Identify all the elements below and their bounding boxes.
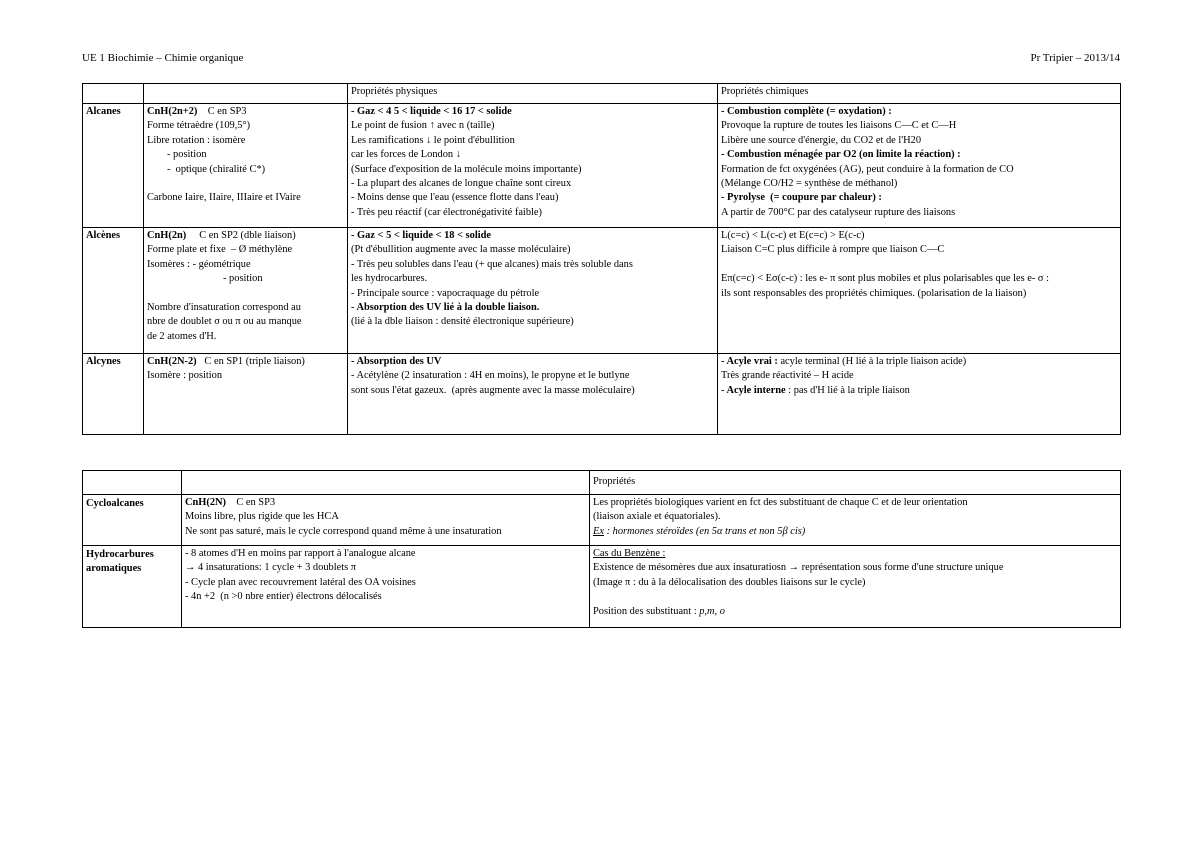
cell-line-text: Position des substituant : bbox=[593, 605, 700, 617]
formula-cell bbox=[144, 104, 348, 228]
cell-line bbox=[147, 287, 344, 301]
row-name: Hydrocarbures aromatiques bbox=[83, 546, 182, 628]
cell-line-text: - Absorption des UV lié à la double liaison. bbox=[351, 302, 540, 314]
cell-line bbox=[351, 243, 714, 257]
cell-line bbox=[721, 272, 1117, 286]
table1-header-cell: Propriétés chimiques bbox=[718, 84, 1121, 104]
cell-line-rest: C en SP2 (dble liaison) bbox=[186, 230, 296, 241]
table2-header-cell bbox=[182, 471, 590, 495]
cell-line bbox=[147, 134, 344, 148]
cell-line-text: - Très peu réactif (car électronégativité faible) bbox=[351, 206, 542, 218]
physical-properties-cell bbox=[348, 354, 718, 435]
cell-line bbox=[721, 148, 1117, 162]
cell-line-rest: C en SP1 (triple liaison) bbox=[196, 356, 305, 367]
cell-line bbox=[351, 229, 714, 243]
cell-line-text: A partir de 700°C par des catalyseur rupture des liaisons bbox=[721, 206, 956, 218]
cell-line-text: - Absorption des UV bbox=[351, 356, 442, 367]
cell-line bbox=[147, 163, 344, 177]
cell-line-text: Moins libre, plus rigide que les HCA bbox=[185, 511, 339, 523]
formula-cell bbox=[182, 546, 590, 628]
cell-line bbox=[593, 525, 1117, 539]
cell-line-text: - Cycle plan avec recouvrement latéral des OA voisines bbox=[185, 576, 416, 588]
header-right: Pr Tripier – 2013/14 bbox=[1030, 52, 1120, 64]
cell-line-text: - Gaz < 4 5 < liquide < 16 17 < solide bbox=[351, 106, 512, 117]
cell-line-text: - Principale source : vapocraquage du pétrole bbox=[351, 287, 540, 299]
cell-line-text: Ex bbox=[593, 525, 604, 537]
cell-line-text: CnH(2N) bbox=[185, 497, 226, 508]
cell-line bbox=[721, 258, 1117, 272]
cell-line-rest: C en SP3 bbox=[225, 497, 276, 508]
cell-line bbox=[351, 191, 714, 205]
properties-cell bbox=[590, 546, 1121, 628]
cell-line bbox=[351, 105, 714, 119]
cell-line bbox=[721, 229, 1117, 243]
header-left: UE 1 Biochimie – Chimie organique bbox=[82, 52, 244, 64]
cell-line-text: - position bbox=[167, 149, 207, 161]
cell-line-text: les hydrocarbures. bbox=[351, 273, 428, 285]
cell-line-text: - Gaz < 5 < liquide < 18 < solide bbox=[351, 230, 492, 241]
physical-properties-cell bbox=[348, 228, 718, 354]
cell-line-text: Cas du Benzène : bbox=[593, 548, 666, 559]
cell-line-rest: : pas d'H lié à la triple liaison bbox=[785, 384, 910, 396]
cell-line bbox=[593, 576, 1117, 590]
formula-cell bbox=[144, 228, 348, 354]
cell-line bbox=[721, 243, 1117, 257]
cell-line bbox=[185, 510, 586, 524]
cell-line bbox=[351, 148, 714, 162]
table1-header-cell: Propriétés physiques bbox=[348, 84, 718, 104]
cell-line-text: Le point de fusion ↑ avec n (taille) bbox=[351, 120, 495, 132]
cell-line-rest: p,m, o bbox=[699, 605, 725, 617]
table1-header-cell bbox=[83, 84, 144, 104]
cell-line-text: Forme tétraèdre (109,5°) bbox=[147, 120, 251, 132]
cell-line-rest: C en SP3 bbox=[197, 106, 247, 117]
formula-cell bbox=[182, 495, 590, 546]
cell-line bbox=[147, 315, 344, 329]
cell-line bbox=[351, 355, 714, 369]
cell-line bbox=[185, 547, 586, 561]
cell-line bbox=[185, 561, 586, 575]
cell-line bbox=[351, 369, 714, 383]
cell-line-text: - Acyle interne bbox=[721, 384, 786, 396]
cell-line bbox=[147, 243, 344, 257]
cell-line bbox=[147, 105, 344, 119]
cell-line-text: Nombre d'insaturation correspond au bbox=[147, 302, 301, 314]
cell-line-text: (Mélange CO/H2 = synthèse de méthanol) bbox=[721, 178, 898, 190]
cell-line-text: Forme plate et fixe – Ø méthylène bbox=[147, 244, 293, 256]
cell-line-text: (Image π : du à la délocalisation des doubles liaisons sur le cycle) bbox=[593, 576, 866, 588]
cell-line-text: - Acétylène (2 insaturation : 4H en moins), le propyne et le butlyne bbox=[351, 370, 630, 382]
chemical-properties-cell bbox=[718, 354, 1121, 435]
table-row-hydrocarbures-aromatiques bbox=[83, 546, 1121, 628]
cell-line-text: Existence de mésomères due aux insaturatiosn → représentation sous forme d'une structure unique bbox=[593, 562, 1004, 574]
cell-line-text: Provoque la rupture de toutes les liaisons C—C et C—H bbox=[721, 120, 957, 132]
cell-line bbox=[351, 272, 714, 286]
cell-line-text: Formation de fct oxygénées (AG), peut conduire à la formation de CO bbox=[721, 163, 1014, 175]
cell-line bbox=[593, 510, 1117, 524]
cell-line-text: car les forces de London ↓ bbox=[351, 149, 461, 161]
chemical-properties-cell bbox=[718, 228, 1121, 354]
cell-line bbox=[351, 258, 714, 272]
cell-line bbox=[147, 119, 344, 133]
cell-line bbox=[721, 369, 1117, 383]
cell-line-text: → 4 insaturations: 1 cycle + 3 doublets π bbox=[185, 562, 356, 574]
cell-line bbox=[721, 384, 1117, 398]
cyclic-hydrocarbons-table bbox=[82, 470, 1121, 628]
cell-line-text: - 8 atomes d'H en moins par rapport à l'analogue alcane bbox=[185, 548, 416, 559]
cell-line-text: - La plupart des alcanes de longue chaîne sont cireux bbox=[351, 178, 572, 190]
cell-line-text: - Combustion ménagée par O2 (on limite la réaction) : bbox=[721, 149, 961, 161]
cell-line-text: de 2 atomes d'H. bbox=[147, 330, 217, 342]
cell-line bbox=[147, 229, 344, 243]
cell-line bbox=[593, 496, 1117, 510]
table-row-alcenes bbox=[83, 228, 1121, 354]
cell-line bbox=[351, 287, 714, 301]
cell-line bbox=[351, 134, 714, 148]
cell-line bbox=[593, 590, 1117, 604]
properties-cell bbox=[590, 495, 1121, 546]
cell-line-text: Isomères : - géométrique bbox=[147, 258, 251, 270]
cell-line bbox=[147, 369, 344, 383]
cell-line-text: - Acyle vrai : bbox=[721, 356, 778, 367]
cell-line bbox=[721, 105, 1117, 119]
table2-header-row bbox=[83, 471, 1121, 495]
row-name: Alcanes bbox=[83, 104, 144, 228]
table2-header-cell: Propriétés bbox=[590, 471, 1121, 495]
cell-line-text: nbre de doublet σ ou π ou au manque bbox=[147, 316, 302, 328]
cell-line bbox=[721, 355, 1117, 369]
chemical-properties-cell bbox=[718, 104, 1121, 228]
cell-line bbox=[185, 496, 586, 510]
cell-line-text: Ne sont pas saturé, mais le cycle correspond quand même à une insaturation bbox=[185, 525, 502, 537]
cell-line-text: - optique (chiralité C*) bbox=[167, 163, 266, 175]
row-name: Alcynes bbox=[83, 354, 144, 435]
cell-line-text: CnH(2N-2) bbox=[147, 356, 197, 367]
cell-line-text: Isomère : position bbox=[147, 370, 223, 382]
cell-line-text: CnH(2n) bbox=[147, 230, 187, 241]
cell-line bbox=[147, 177, 344, 191]
cell-line bbox=[351, 177, 714, 191]
cell-line bbox=[147, 191, 344, 205]
formula-cell bbox=[144, 354, 348, 435]
cell-line-text: Très grande réactivité – H acide bbox=[721, 370, 854, 382]
cell-line bbox=[721, 134, 1117, 148]
cell-line bbox=[721, 177, 1117, 191]
cell-line bbox=[185, 590, 586, 604]
cell-line bbox=[593, 605, 1117, 619]
table1-header-cell bbox=[144, 84, 348, 104]
cell-line bbox=[721, 206, 1117, 220]
cell-line bbox=[351, 206, 714, 220]
cell-line-text: ils sont responsables des propriétés chimiques. (polarisation de la liaison) bbox=[721, 287, 1027, 299]
cell-line-text: (Surface d'exposition de la molécule moins importante) bbox=[351, 163, 582, 175]
cell-line-text: CnH(2n+2) bbox=[147, 106, 198, 117]
cell-line bbox=[147, 272, 344, 286]
cell-line bbox=[721, 163, 1117, 177]
cell-line bbox=[351, 301, 714, 315]
row-name: Alcènes bbox=[83, 228, 144, 354]
cell-line-text: Les propriétés biologiques varient en fct des substituant de chaque C et de leur orientation bbox=[593, 497, 968, 508]
physical-properties-cell bbox=[348, 104, 718, 228]
row-name: Cycloalcanes bbox=[83, 495, 182, 546]
cell-line-text: - 4n +2 (n >0 nbre entier) électrons délocalisés bbox=[185, 591, 382, 603]
cell-line-text: Eπ(c=c) < Eσ(c-c) : les e- π sont plus mobiles et plus polarisables que les e- σ : bbox=[721, 273, 1050, 285]
table-row-alcanes bbox=[83, 104, 1121, 228]
cell-line bbox=[185, 525, 586, 539]
cell-line-text: - Pyrolyse (= coupure par chaleur) : bbox=[721, 192, 882, 204]
cell-line-text: (liaison axiale et équatoriales). bbox=[593, 511, 721, 523]
cell-line-text: - Moins dense que l'eau (essence flotte dans l'eau) bbox=[351, 192, 559, 204]
cell-line bbox=[147, 301, 344, 315]
cell-line-text: - Combustion complète (= oxydation) : bbox=[721, 106, 892, 117]
cell-line-rest: acyle terminal (H lié à la triple liaison acide) bbox=[777, 356, 967, 367]
cell-line-text: (Pt d'ébullition augmente avec la masse moléculaire) bbox=[351, 244, 571, 256]
cell-line bbox=[593, 547, 1117, 561]
cell-line bbox=[593, 561, 1117, 575]
cell-line-text: (lié à la dble liaison : densité électronique supérieure) bbox=[351, 316, 574, 328]
cell-line-text: Carbone Iaire, IIaire, IIIaire et IVaire bbox=[147, 192, 301, 204]
cell-line bbox=[185, 576, 586, 590]
cell-line-text: Libre rotation : isomère bbox=[147, 134, 246, 146]
cell-line-text: Libère une source d'énergie, du CO2 et de l'H20 bbox=[721, 134, 922, 146]
table1-header-row bbox=[83, 84, 1121, 104]
cell-line bbox=[721, 287, 1117, 301]
cell-line-text: Liaison C=C plus difficile à rompre que liaison C—C bbox=[721, 244, 945, 256]
cell-line bbox=[147, 258, 344, 272]
cell-line bbox=[351, 384, 714, 398]
table-row-alcynes bbox=[83, 354, 1121, 435]
table2-header-cell bbox=[83, 471, 182, 495]
cell-line bbox=[351, 315, 714, 329]
cell-line bbox=[351, 119, 714, 133]
cell-line-text: Les ramifications ↓ le point d'ébullition bbox=[351, 134, 515, 146]
cell-line bbox=[147, 355, 344, 369]
cell-line bbox=[721, 119, 1117, 133]
cell-line-text: - position bbox=[223, 273, 263, 285]
table-row-cycloalcanes bbox=[83, 495, 1121, 546]
cell-line bbox=[721, 191, 1117, 205]
cell-line-text: sont sous l'état gazeux. (après augmente avec la masse moléculaire) bbox=[351, 384, 635, 396]
cell-line-text: - Très peu solubles dans l'eau (+ que alcanes) mais très soluble dans bbox=[351, 258, 633, 270]
cell-line-rest: : hormones stéroïdes (en 5α trans et non 5β cis) bbox=[603, 525, 806, 537]
cell-line-text: L(c=c) < L(c-c) et E(c=c) > E(c-c) bbox=[721, 230, 865, 241]
cell-line bbox=[147, 148, 344, 162]
cell-line bbox=[147, 330, 344, 344]
hydrocarbons-table bbox=[82, 83, 1121, 435]
cell-line bbox=[351, 163, 714, 177]
